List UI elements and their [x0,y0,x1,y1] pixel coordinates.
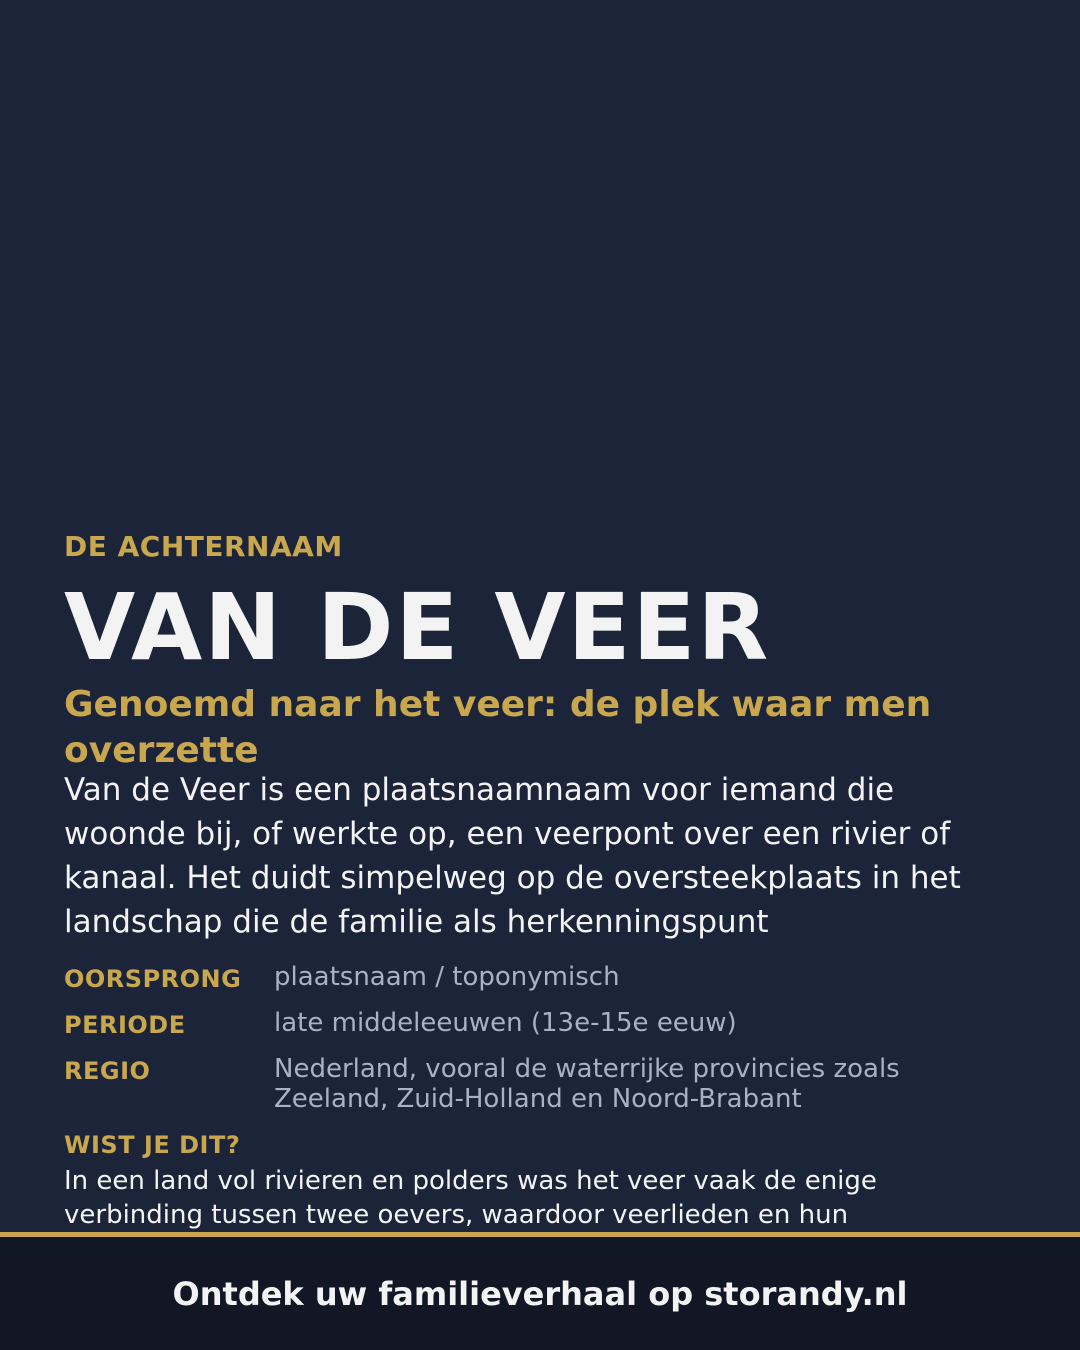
fact-value: late middeleeuwen (13e-15e eeuw) [274,1008,737,1038]
surname-title: VAN DE VEER [64,574,771,681]
surname-description: Van de Veer is een plaatsnaamnaam voor iemand die woonde bij, of werkte op, een veerpont over een rivier of kanaal. Het duidt simpelweg op de oversteekplaats in het landschap die de familie als herkenningspunt [64,772,961,940]
did-you-know-label: WIST JE DIT? [64,1131,241,1159]
fact-label: REGIO [64,1057,151,1085]
did-you-know-text: In een land vol rivieren en polders was het veer vaak de enige verbinding tussen twee oevers, waardoor veerlieden en hun [64,1166,877,1230]
footer-cta[interactable]: Ontdek uw familieverhaal op storandy.nl [172,1274,908,1313]
fact-row-region [64,1054,1016,1114]
fact-value: Nederland, vooral de waterrijke provincies zoals Zeeland, Zuid-Holland en Noord-Brabant [274,1054,900,1114]
card-content [64,0,1016,1232]
fact-label: PERIODE [64,1011,186,1039]
surname-tagline: Genoemd naar het veer: de plek waar men overzette [64,684,932,771]
fact-label: OORSPRONG [64,965,242,993]
fact-value: plaatsnaam / toponymisch [274,962,620,992]
eyebrow-label: DE ACHTERNAAM [64,530,343,563]
fact-row-origin [64,962,1016,994]
fact-row-period [64,1008,1016,1040]
facts-list [64,962,1016,1128]
footer-bar [0,1237,1080,1350]
